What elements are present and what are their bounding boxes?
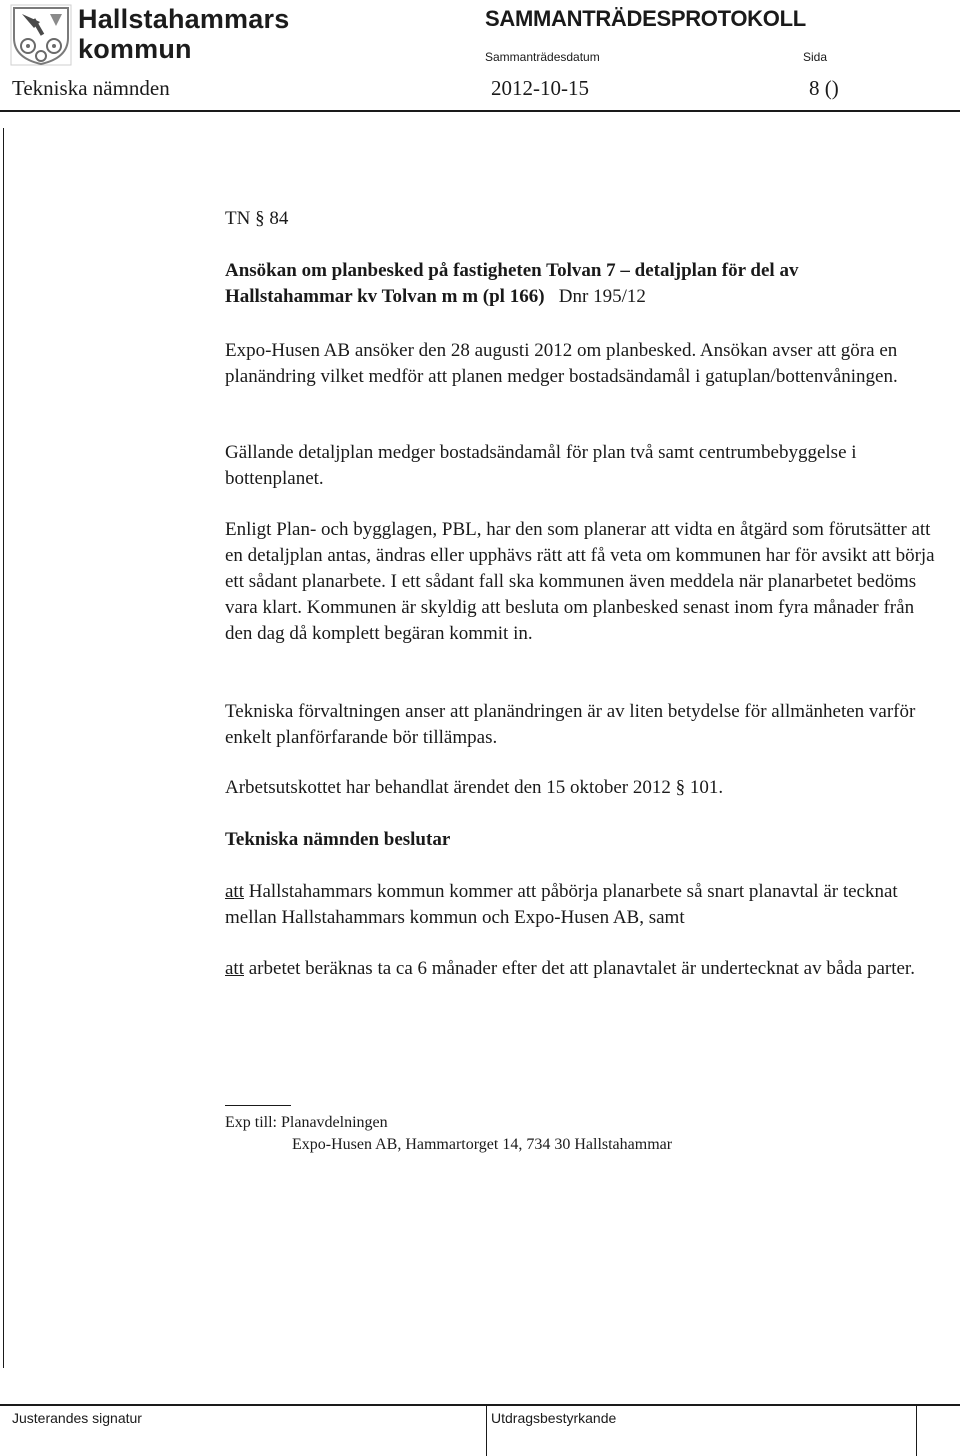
decision-item-1 <box>225 879 940 931</box>
decision-heading: Tekniska nämnden beslutar <box>225 829 451 850</box>
distribution-row-1 <box>225 1112 672 1134</box>
footer-column-divider <box>916 1405 917 1456</box>
organization-name <box>78 4 289 64</box>
paragraph-committee-review: Arbetsutskottet har behandlat ärendet den 15 oktober 2012 § 101. <box>225 777 724 798</box>
item-title-line1: Ansökan om planbesked på fastigheten Tolvan 7 – detaljplan för del av <box>225 260 799 281</box>
decision-item-2 <box>225 956 940 982</box>
meeting-date-label: Sammanträdesdatum <box>485 50 600 64</box>
paragraph-assessment: Tekniska förvaltningen anser att planändringen är av liten betydelse för allmänheten varför enkelt planförfarande bör tillämpas. <box>225 701 916 748</box>
document-title: SAMMANTRÄDESPROTOKOLL <box>485 6 806 31</box>
organization-name-line1: Hallstahammars <box>78 4 290 34</box>
organization-name-line2: kommun <box>78 34 192 64</box>
item-title <box>225 258 940 310</box>
margin-line <box>3 128 4 1368</box>
page-number: 8 () <box>809 76 839 100</box>
paragraph-current-plan: Gällande detaljplan medger bostadsändamål för plan två samt centrumbebyggelse i bottenplanet. <box>225 442 857 489</box>
decision-att-2: att <box>225 958 244 979</box>
committee-name: Tekniska nämnden <box>12 76 170 100</box>
meeting-date: 2012-10-15 <box>491 76 589 100</box>
paragraph-pbl: Enligt Plan- och bygglagen, PBL, har den som planerar att vidta en åtgärd som förutsätter att en detaljplan antas, ändras eller upphävs rätt att få veta om kommunen har för avsikt att börja ett sådant planarbete. I ett sådant fall ska kommunen även meddela när planarbetet bedöms vara klart. Kommunen är skyldig att besluta om planbesked senast inom fyra månader från den dag då komplett begäran kommit in. <box>225 519 935 644</box>
footer-divider <box>0 1404 960 1406</box>
footer-column-divider <box>486 1405 487 1456</box>
coat-of-arms-icon <box>10 4 72 66</box>
decision-item-1-text: Hallstahammars kommun kommer att påbörja planarbete så snart planavtal är tecknat mellan Hallstahammars kommun och Expo-Husen AB, samt <box>225 881 898 928</box>
distribution-recipient-1: Planavdelningen <box>281 1114 388 1131</box>
item-number: TN § 84 <box>225 208 289 229</box>
distribution-rule <box>225 1105 291 1106</box>
paragraph-application: Expo-Husen AB ansöker den 28 augusti 2012 om planbesked. Ansökan avser att göra en planändring vilket medför att planen medger bostadsändamål i gatuplan/bottenvåningen. <box>225 340 898 387</box>
excerpt-label: Utdragsbestyrkande <box>491 1410 617 1426</box>
distribution-recipient-2: Expo-Husen AB, Hammartorget 14, 734 30 Hallstahammar <box>292 1136 673 1153</box>
header-divider <box>0 110 960 112</box>
page-label: Sida <box>803 50 828 64</box>
decision-item-2-text: arbetet beräknas ta ca 6 månader efter det att planavtalet är undertecknat av båda parter. <box>248 958 915 979</box>
signature-label: Justerandes signatur <box>12 1410 142 1426</box>
distribution-list <box>225 1112 672 1156</box>
item-title-line2 <box>225 284 940 310</box>
decision-att-1: att <box>225 881 244 902</box>
distribution-label: Exp till: <box>225 1114 277 1131</box>
case-number: Dnr 195/12 <box>558 286 646 307</box>
item-title-line2-text: Hallstahammar kv Tolvan m m (pl 166) <box>225 286 545 307</box>
